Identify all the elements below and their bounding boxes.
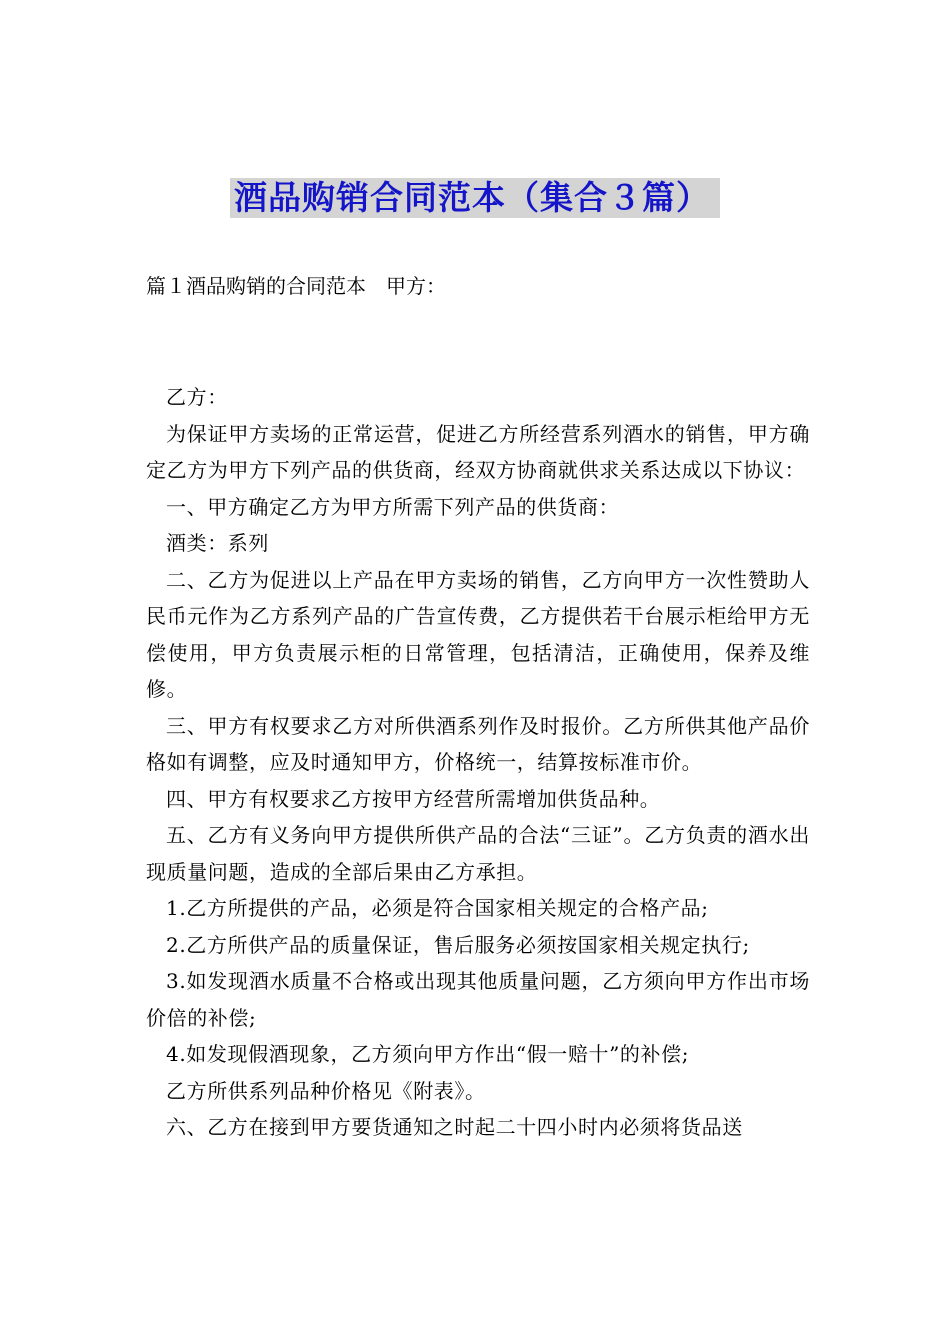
paragraph: 二、乙方为促进以上产品在甲方卖场的销售，乙方向甲方一次性赞助人民币元作为乙方系列产品的广告宣传费，乙方提供若干台展示柜给甲方无偿使用，甲方负责展示柜的日常管理，包括清洁，正确使用，保养及维修。 — [146, 567, 810, 701]
document-title: 酒品购销合同范本（集合３篇） — [230, 178, 720, 218]
paragraph: 酒类：系列 — [166, 531, 269, 555]
paragraph: 六、乙方在接到甲方要货通知之时起二十四小时内必须将货品送 — [166, 1115, 743, 1139]
title-container — [0, 178, 950, 218]
list-item: 2.乙方所供产品的质量保证，售后服务必须按国家相关规定执行; — [166, 932, 750, 957]
paragraph: 一、甲方确定乙方为甲方所需下列产品的供货商： — [166, 494, 620, 519]
paragraph: 为保证甲方卖场的正常运营，促进乙方所经营系列酒水的销售，甲方确定乙方为甲方下列产品的供货商，经双方协商就供求关系达成以下协议： — [146, 421, 810, 482]
section-heading: 篇１酒品购销的合同范本 甲方： — [146, 274, 446, 298]
paragraph: 三、甲方有权要求乙方对所供酒系列作及时报价。乙方所供其他产品价格如有调整，应及时通知甲方，价格统一，结算按标准市价。 — [146, 713, 810, 774]
document-body — [146, 379, 810, 1146]
list-item: 4.如发现假酒现象，乙方须向甲方作出“假一赔十”的补偿; — [166, 1042, 690, 1066]
list-item: 1.乙方所提供的产品，必须是符合国家相关规定的合格产品; — [166, 896, 709, 920]
paragraph: 四、甲方有权要求乙方按甲方经营所需增加供货品种。 — [166, 786, 661, 811]
paragraph: 五、乙方有义务向甲方提供所供产品的合法“三证”。乙方负责的酒水出现质量问题，造成的全部后果由乙方承担。 — [146, 823, 810, 884]
paragraph: 乙方所供系列品种价格见《附表》。 — [166, 1078, 486, 1103]
list-item: 3.如发现酒水质量不合格或出现其他质量问题，乙方须向甲方作出市场价倍的补偿; — [146, 969, 810, 1030]
paragraph: 乙方： — [166, 385, 228, 409]
